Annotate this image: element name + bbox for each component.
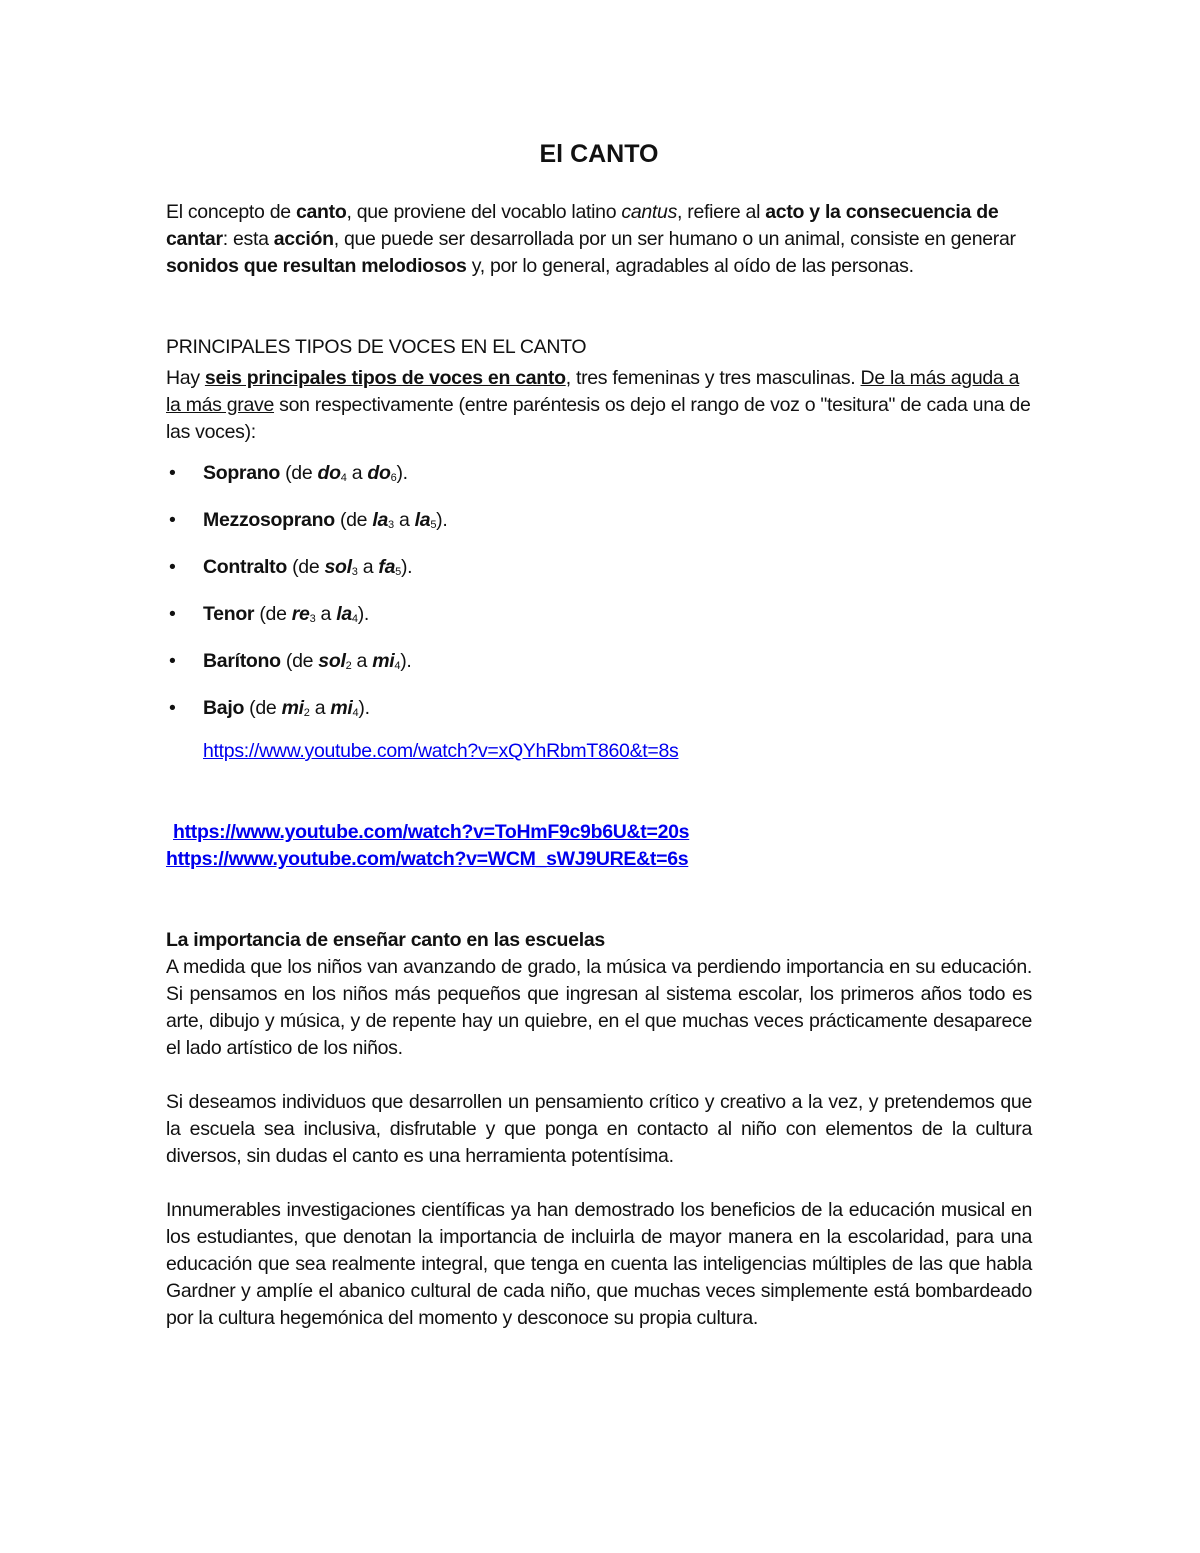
section-bold-underlined: seis principales tipos de voces en canto <box>204 367 566 389</box>
voice-text: ). <box>357 603 370 625</box>
intro-paragraph <box>166 199 1032 280</box>
voice-text: ). <box>396 462 408 484</box>
note: re <box>291 603 310 625</box>
note: do <box>317 462 341 484</box>
octave: 6 <box>390 472 397 484</box>
intro-bold-term: canto <box>295 201 347 223</box>
note: mi <box>372 650 395 672</box>
octave: 3 <box>388 519 394 531</box>
importance-paragraph-3: Innumerables investigaciones científicas ya han demostrado los beneficios de la educación musical en los estudiantes, que denotan la importancia de incluirla de mayor manera en la escolaridad, para una educación que sea realmente integral, que tenga en cuenta las inteligencias múltiples de las que habla Gardner y amplíe el abanico cultural de cada niño, que muchas veces simplemente está bombardeado por la cultura hegemónica del momento y desconoce su propia cultura. <box>166 1199 1032 1329</box>
section-text: son respectivamente (entre paréntesis os dejo el rango de voz o "tesitura" de cada una de las voces): <box>166 394 1031 443</box>
bullet-icon: • <box>169 509 176 531</box>
bullet-icon: • <box>169 650 176 672</box>
voice-text: ). <box>400 650 412 672</box>
youtube-link-2[interactable]: https://www.youtube.com/watch?v=ToHmF9c9b6U&t=20s <box>173 821 690 843</box>
voice-text: (de <box>280 462 318 484</box>
intro-bold-term: acción <box>273 228 334 250</box>
intro-bold-term: sonidos que resultan melodiosos <box>166 255 467 277</box>
note: la <box>336 603 352 625</box>
youtube-link-1[interactable]: https://www.youtube.com/watch?v=xQYhRbmT860&t=8s <box>203 740 679 762</box>
voice-name: Barítono <box>203 650 281 672</box>
note: fa <box>378 556 396 578</box>
intro-text: , que puede ser desarrollada por un ser humano o un animal, consiste en generar <box>333 228 1016 250</box>
list-item <box>166 554 1032 581</box>
list-item <box>166 601 1032 628</box>
intro-italic-term: cantus <box>621 201 678 223</box>
note: la <box>414 509 431 531</box>
document-title: El CANTO <box>539 140 659 168</box>
voice-name: Bajo <box>203 697 245 719</box>
octave: 2 <box>303 707 310 719</box>
section-underlined: De la más aguda a la más grave <box>166 367 1020 416</box>
note: mi <box>330 697 353 719</box>
octave: 4 <box>351 613 358 625</box>
octave: 4 <box>340 472 347 484</box>
octave: 5 <box>395 566 401 578</box>
octave: 5 <box>430 519 437 531</box>
note: do <box>367 462 391 484</box>
intro-text: , refiere al <box>677 201 766 223</box>
youtube-links-group <box>166 819 1032 873</box>
importance-heading: La importancia de enseñar canto en las escuelas <box>166 929 605 951</box>
bullet-icon: • <box>169 603 176 625</box>
voice-text: a <box>309 697 331 719</box>
octave: 4 <box>394 660 401 672</box>
note: la <box>372 509 389 531</box>
importance-paragraph-2: Si deseamos individuos que desarrollen un pensamiento crítico y creativo a la vez, y pretendemos que la escuela sea inclusiva, disfrutable y que ponga en contacto al niño con elementos de la cultura diversos, sin dudas el canto es una herramienta potentísima. <box>166 1091 1032 1167</box>
voice-text: a <box>357 556 379 578</box>
voice-text: (de <box>254 603 292 625</box>
intro-text: El concepto de <box>166 201 296 223</box>
section-text: , tres femeninas y tres masculinas. <box>565 367 861 389</box>
voice-text: (de <box>334 509 373 531</box>
voice-text: ). <box>358 697 370 719</box>
voice-types-list <box>166 460 1032 722</box>
importance-paragraph-1: A medida que los niños van avanzando de grado, la música va perdiendo importancia en su educación. Si pensamos en los niños más pequeños que ingresan al sistema escolar, los primeros años todo es arte, dibujo y música, y de repente hay un quiebre, en el que muchas veces prácticamente desaparece el lado artístico de los niños. <box>166 956 1032 1059</box>
octave: 4 <box>352 707 359 719</box>
voice-text: (de <box>286 556 325 578</box>
voice-text: a <box>346 462 368 484</box>
voice-name: Contralto <box>203 556 287 578</box>
bullet-icon: • <box>169 556 176 578</box>
voice-name: Soprano <box>203 462 280 484</box>
intro-text: y, por lo general, agradables al oído de las personas. <box>466 255 914 277</box>
list-item <box>166 507 1032 534</box>
section-heading: PRINCIPALES TIPOS DE VOCES EN EL CANTO <box>166 336 587 358</box>
intro-text: : esta <box>222 228 274 250</box>
voice-name: Tenor <box>203 603 255 625</box>
voice-text: (de <box>280 650 319 672</box>
voice-text: a <box>351 650 373 672</box>
document-page <box>166 140 1032 1332</box>
octave: 3 <box>351 566 358 578</box>
bullet-icon: • <box>169 462 176 484</box>
voice-text: ). <box>436 509 448 531</box>
youtube-link-3[interactable]: https://www.youtube.com/watch?v=WCM_sWJ9URE&t=6s <box>166 848 689 870</box>
voice-name: Mezzosoprano <box>203 509 335 531</box>
voices-intro-paragraph <box>166 365 1032 446</box>
voice-text: (de <box>244 697 282 719</box>
list-item <box>166 648 1032 675</box>
octave: 2 <box>345 660 352 672</box>
note: sol <box>318 650 346 672</box>
intro-bold-term: acto y la consecuencia de cantar <box>166 201 999 250</box>
list-item <box>166 460 1032 487</box>
list-item <box>166 695 1032 722</box>
voice-text: a <box>315 603 337 625</box>
intro-text: , que proviene del vocablo latino <box>346 201 622 223</box>
bullet-icon: • <box>169 697 176 719</box>
section-text: Hay <box>166 367 205 389</box>
note: mi <box>281 697 304 719</box>
voice-text: a <box>393 509 415 531</box>
note: sol <box>324 556 352 578</box>
voice-text: ). <box>400 556 413 578</box>
octave: 3 <box>309 613 316 625</box>
